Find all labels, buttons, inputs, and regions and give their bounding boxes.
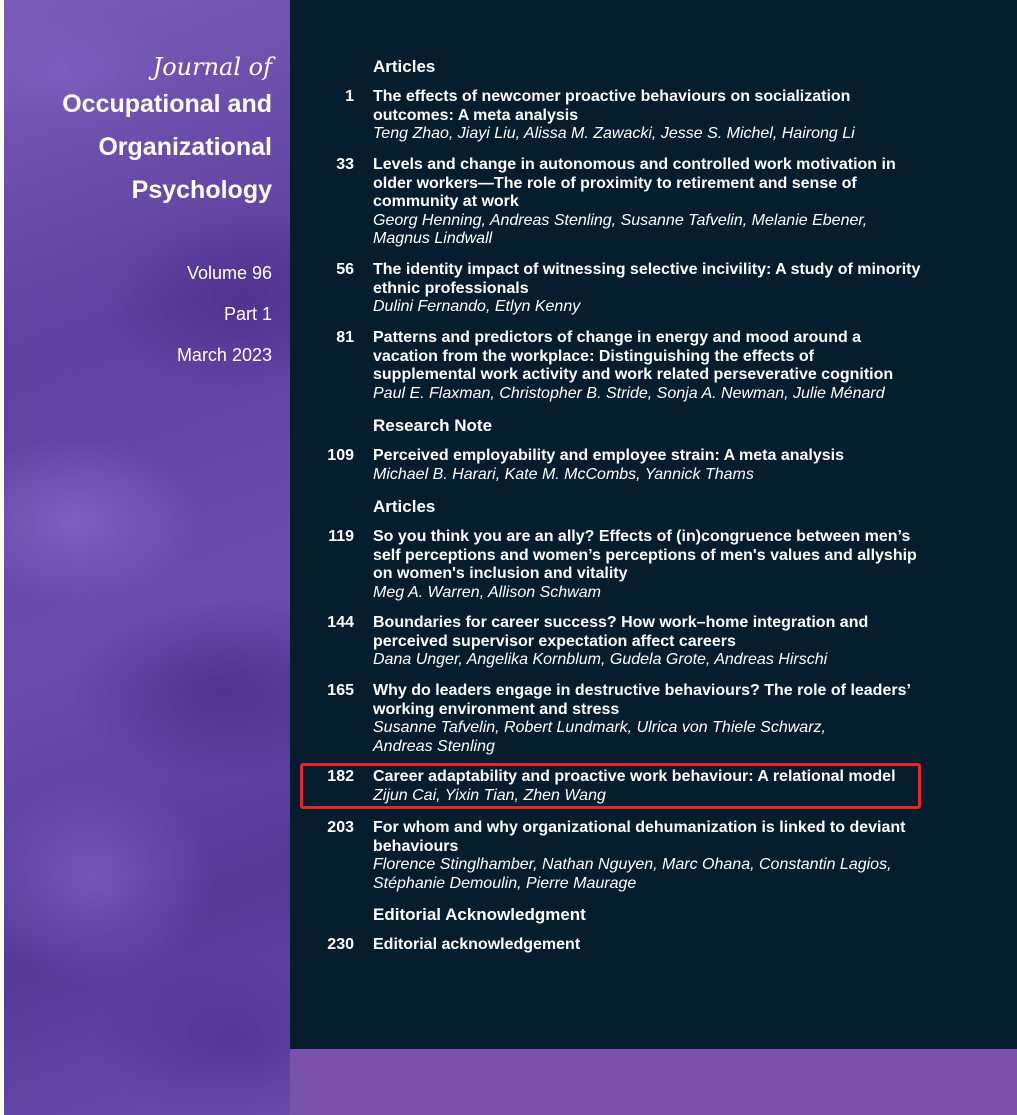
section-heading: Articles [373, 57, 436, 76]
page-number: 182 [327, 768, 354, 785]
article-title-line[interactable]: behaviours [373, 837, 459, 855]
article-title-line[interactable]: Perceived employability and employee strain: A meta analysis [373, 447, 845, 464]
article-authors-line: Florence Stinglhamber, Nathan Nguyen, Marc Ohana, Constantin Lagios, [373, 856, 892, 873]
article-title-line[interactable]: perceived supervisor expectation affect careers [373, 632, 736, 650]
journal-name-line: Psychology [131, 176, 272, 204]
article-title-line[interactable]: community at work [373, 193, 519, 210]
article-title-line[interactable]: Boundaries for career success? How work–home integration and [373, 614, 869, 631]
article-title-line[interactable]: Levels and change in autonomous and controlled work motivation in [373, 156, 896, 173]
article-title-line[interactable]: working environment and stress [373, 700, 620, 718]
page-number: 109 [327, 447, 354, 464]
part-label: Part 1 [223, 304, 272, 324]
article-title-line[interactable]: The effects of newcomer proactive behaviours on socialization [373, 88, 851, 105]
article-title-line[interactable]: Career adaptability and proactive work behaviour: A relational model [373, 768, 896, 785]
entry-body [373, 447, 963, 484]
entry-body [373, 261, 963, 317]
article-title-line[interactable]: supplemental work activity and work related perseverative cognition [373, 366, 894, 383]
article-authors-line: Georg Henning, Andreas Stenling, Susanne Tafvelin, Melanie Ebener, [373, 211, 868, 229]
article-authors-line: Susanne Tafvelin, Robert Lundmark, Ulrica von Thiele Schwarz, [373, 719, 826, 736]
article-authors-line: Stéphanie Demoulin, Pierre Maurage [373, 874, 637, 892]
entry-body [373, 88, 963, 144]
page-number: 56 [336, 261, 354, 278]
article-authors-line: Magnus Lindwall [373, 230, 493, 247]
article-authors-line: Andreas Stenling [373, 737, 495, 755]
article-title-line[interactable]: self perceptions and women’s perceptions of men's values and allyship [373, 546, 917, 564]
article-authors-line: Zijun Cai, Yixin Tian, Zhen Wang [373, 786, 606, 804]
section-heading: Articles [373, 497, 436, 516]
article-title-line[interactable]: The identity impact of witnessing selective incivility: A study of minority [373, 261, 921, 278]
issue-date: March 2023 [176, 345, 272, 365]
volume-label: Volume 96 [186, 263, 272, 283]
cover-left-panel [4, 0, 290, 1115]
cover-bottom-strip [290, 1049, 1017, 1115]
page-number: 144 [327, 614, 354, 631]
table-of-contents [290, 0, 1017, 1049]
section-heading: Research Note [373, 416, 493, 435]
entry-body [373, 819, 963, 893]
article-title-line[interactable]: Patterns and predictors of change in energy and mood around a [373, 329, 862, 346]
article-title-line[interactable]: So you think you are an ally? Effects of (in)congruence between men’s [373, 528, 911, 545]
journal-title-prefix: Journal of [152, 53, 272, 81]
page-number: 230 [327, 936, 354, 953]
entry-body [373, 329, 963, 403]
issue-info [72, 261, 272, 384]
article-authors-line: Meg A. Warren, Allison Schwam [373, 583, 601, 601]
entry-body [373, 528, 963, 602]
entry-body [373, 614, 963, 670]
journal-cover [4, 0, 1017, 1115]
article-title-line[interactable]: outcomes: A meta analysis [373, 106, 579, 124]
journal-name-line: Occupational and [62, 90, 272, 118]
journal-title [4, 52, 272, 211]
entry-body [373, 936, 963, 955]
article-title-line[interactable]: Editorial acknowledgement [373, 936, 581, 953]
page-number: 165 [327, 682, 354, 699]
highlight-box [300, 763, 921, 809]
page-number: 81 [336, 329, 354, 346]
article-title-line[interactable]: vacation from the workplace: Distinguishing the effects of [373, 347, 814, 365]
page-number: 203 [327, 819, 354, 836]
entry-body [373, 682, 963, 756]
section-heading: Editorial Acknowledgment [373, 905, 586, 924]
article-authors-line: Paul E. Flaxman, Christopher B. Stride, Sonja A. Newman, Julie Ménard [373, 384, 885, 402]
article-title-line[interactable]: on women's inclusion and vitality [373, 565, 628, 582]
article-authors-line: Dana Unger, Angelika Kornblum, Gudela Grote, Andreas Hirschi [373, 651, 828, 668]
article-title-line[interactable]: older workers—The role of proximity to retirement and sense of [373, 174, 857, 192]
article-authors-line: Dulini Fernando, Etlyn Kenny [373, 298, 581, 315]
entry-body [373, 156, 963, 249]
journal-name-line: Organizational [98, 133, 272, 161]
article-title-line[interactable]: For whom and why organizational dehumanization is linked to deviant [373, 819, 906, 836]
article-authors-line: Teng Zhao, Jiayi Liu, Alissa M. Zawacki, Jesse S. Michel, Hairong Li [373, 125, 855, 142]
page-number: 33 [336, 156, 354, 173]
page-number: 119 [328, 528, 354, 545]
article-title-line[interactable]: Why do leaders engage in destructive behaviours? The role of leaders’ [373, 682, 911, 699]
page-number: 1 [345, 88, 354, 105]
article-title-line[interactable]: ethnic professionals [373, 279, 529, 297]
article-authors-line: Michael B. Harari, Kate M. McCombs, Yannick Thams [373, 465, 754, 483]
